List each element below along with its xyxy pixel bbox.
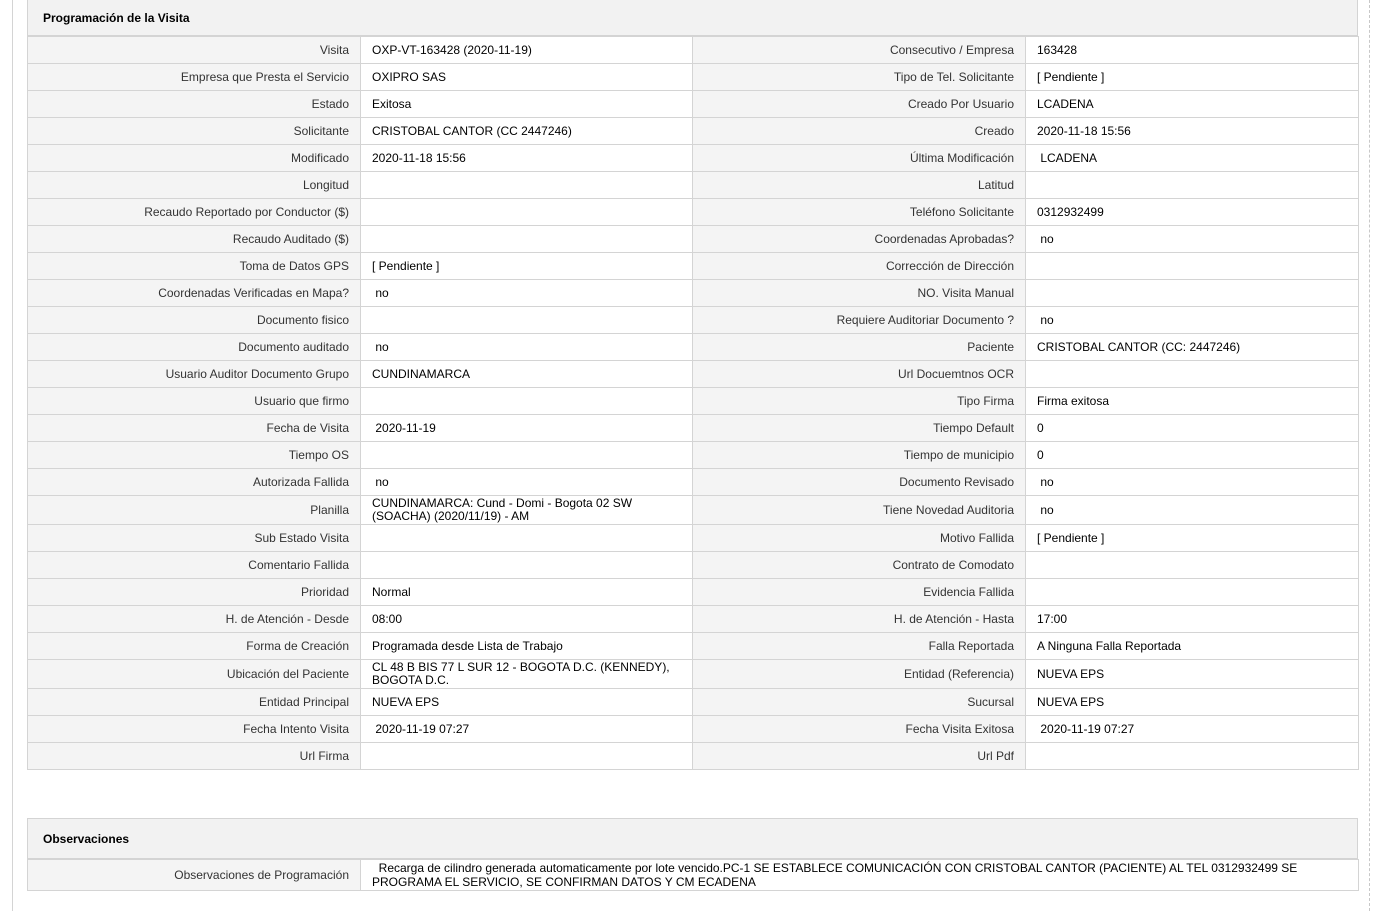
detail-row xyxy=(28,37,1359,64)
programacion-header: Programación de la Visita xyxy=(27,0,1358,36)
field-label: Sub Estado Visita xyxy=(28,525,361,552)
field-label: Url Pdf xyxy=(693,743,1026,770)
field-label: H. de Atención - Hasta xyxy=(693,606,1026,633)
field-value xyxy=(361,172,693,199)
field-label: Estado xyxy=(28,91,361,118)
observaciones-value: Recarga de cilindro generada automaticamente por lote vencido.PC-1 SE ESTABLECE COMUNICACIÓN CON CRISTOBAL CANTOR (PACIENTE) AL TEL 0312932499 SE PROGRAMA EL SERVICIO, SE CONFIRMAN DATOS Y CM ECADENA xyxy=(361,860,1359,891)
field-label: Tiempo de municipio xyxy=(693,442,1026,469)
field-label: Tiempo Default xyxy=(693,415,1026,442)
detail-row xyxy=(28,307,1359,334)
observaciones-row xyxy=(28,860,1359,891)
field-value: CL 48 B BIS 77 L SUR 12 - BOGOTA D.C. (KENNEDY), BOGOTA D.C. xyxy=(361,660,693,689)
field-label: Longitud xyxy=(28,172,361,199)
detail-row xyxy=(28,716,1359,743)
field-label: Recaudo Reportado por Conductor ($) xyxy=(28,199,361,226)
field-value: 17:00 xyxy=(1026,606,1359,633)
field-value: 2020-11-18 15:56 xyxy=(361,145,693,172)
field-value: no xyxy=(361,280,693,307)
detail-row xyxy=(28,388,1359,415)
field-value xyxy=(1026,361,1359,388)
field-value: LCADENA xyxy=(1026,91,1359,118)
detail-row xyxy=(28,660,1359,689)
field-label: Comentario Fallida xyxy=(28,552,361,579)
field-label: Fecha Intento Visita xyxy=(28,716,361,743)
field-label: Motivo Fallida xyxy=(693,525,1026,552)
detail-row xyxy=(28,361,1359,388)
field-label: Solicitante xyxy=(28,118,361,145)
field-label: Usuario que firmo xyxy=(28,388,361,415)
field-value: Exitosa xyxy=(361,91,693,118)
field-label: Evidencia Fallida xyxy=(693,579,1026,606)
field-value: 08:00 xyxy=(361,606,693,633)
field-label: Autorizada Fallida xyxy=(28,469,361,496)
field-value: 2020-11-19 07:27 xyxy=(1026,716,1359,743)
field-value: Normal xyxy=(361,579,693,606)
observaciones-label: Observaciones de Programación xyxy=(28,860,361,891)
field-label: Tiene Novedad Auditoria xyxy=(693,496,1026,525)
detail-row xyxy=(28,118,1359,145)
field-label: Última Modificación xyxy=(693,145,1026,172)
detail-row xyxy=(28,442,1359,469)
detail-row xyxy=(28,334,1359,361)
field-value: CRISTOBAL CANTOR (CC 2447246) xyxy=(361,118,693,145)
detail-row xyxy=(28,91,1359,118)
field-value: 0 xyxy=(1026,415,1359,442)
detail-row xyxy=(28,469,1359,496)
detail-row xyxy=(28,145,1359,172)
field-value xyxy=(361,388,693,415)
field-value: CUNDINAMARCA: Cund - Domi - Bogota 02 SW (SOACHA) (2020/11/19) - AM xyxy=(361,496,693,525)
field-value xyxy=(1026,253,1359,280)
detail-row xyxy=(28,496,1359,525)
field-label: Creado xyxy=(693,118,1026,145)
observaciones-table xyxy=(27,859,1359,891)
content-frame-left-border xyxy=(12,0,13,911)
field-value xyxy=(1026,579,1359,606)
field-label: Fecha Visita Exitosa xyxy=(693,716,1026,743)
field-label: Creado Por Usuario xyxy=(693,91,1026,118)
field-value: Programada desde Lista de Trabajo xyxy=(361,633,693,660)
field-label: Coordenadas Aprobadas? xyxy=(693,226,1026,253)
field-value xyxy=(361,307,693,334)
field-value xyxy=(1026,552,1359,579)
field-label: Documento auditado xyxy=(28,334,361,361)
detail-row xyxy=(28,525,1359,552)
field-label: Visita xyxy=(28,37,361,64)
field-value: CRISTOBAL CANTOR (CC: 2447246) xyxy=(1026,334,1359,361)
detail-row xyxy=(28,689,1359,716)
field-label: Teléfono Solicitante xyxy=(693,199,1026,226)
field-value: [ Pendiente ] xyxy=(1026,64,1359,91)
field-label: Ubicación del Paciente xyxy=(28,660,361,689)
field-label: Paciente xyxy=(693,334,1026,361)
field-value: NUEVA EPS xyxy=(361,689,693,716)
detail-row xyxy=(28,199,1359,226)
programacion-panel xyxy=(27,0,1358,770)
field-value xyxy=(1026,280,1359,307)
field-label: Prioridad xyxy=(28,579,361,606)
field-label: Tipo Firma xyxy=(693,388,1026,415)
field-value: no xyxy=(1026,307,1359,334)
field-value: Firma exitosa xyxy=(1026,388,1359,415)
field-value: NUEVA EPS xyxy=(1026,660,1359,689)
field-value: no xyxy=(1026,469,1359,496)
field-value: NUEVA EPS xyxy=(1026,689,1359,716)
field-value xyxy=(361,199,693,226)
field-label: Toma de Datos GPS xyxy=(28,253,361,280)
detail-row xyxy=(28,226,1359,253)
detail-row xyxy=(28,280,1359,307)
content-frame-right-border xyxy=(1369,0,1370,911)
field-value: no xyxy=(1026,496,1359,525)
field-label: Consecutivo / Empresa xyxy=(693,37,1026,64)
detail-row xyxy=(28,579,1359,606)
field-value xyxy=(361,743,693,770)
field-label: Documento fisico xyxy=(28,307,361,334)
field-label: Entidad Principal xyxy=(28,689,361,716)
field-value: [ Pendiente ] xyxy=(1026,525,1359,552)
detail-row xyxy=(28,552,1359,579)
field-value: CUNDINAMARCA xyxy=(361,361,693,388)
field-label: Requiere Auditoriar Documento ? xyxy=(693,307,1026,334)
field-label: Forma de Creación xyxy=(28,633,361,660)
field-label: Empresa que Presta el Servicio xyxy=(28,64,361,91)
detail-row xyxy=(28,633,1359,660)
field-label: Coordenadas Verificadas en Mapa? xyxy=(28,280,361,307)
field-value xyxy=(361,525,693,552)
detail-row xyxy=(28,253,1359,280)
field-value: 0312932499 xyxy=(1026,199,1359,226)
observaciones-header: Observaciones xyxy=(27,818,1358,859)
field-value xyxy=(1026,743,1359,770)
field-label: Documento Revisado xyxy=(693,469,1026,496)
detail-row xyxy=(28,606,1359,633)
field-value xyxy=(1026,172,1359,199)
field-label: Entidad (Referencia) xyxy=(693,660,1026,689)
field-label: Fecha de Visita xyxy=(28,415,361,442)
field-label: Planilla xyxy=(28,496,361,525)
field-label: Corrección de Dirección xyxy=(693,253,1026,280)
field-value: 2020-11-19 07:27 xyxy=(361,716,693,743)
field-label: Tipo de Tel. Solicitante xyxy=(693,64,1026,91)
field-value: no xyxy=(361,334,693,361)
field-label: Url Docuemtnos OCR xyxy=(693,361,1026,388)
field-value: OXP-VT-163428 (2020-11-19) xyxy=(361,37,693,64)
detail-row xyxy=(28,64,1359,91)
field-label: Contrato de Comodato xyxy=(693,552,1026,579)
field-value: 163428 xyxy=(1026,37,1359,64)
field-label: Usuario Auditor Documento Grupo xyxy=(28,361,361,388)
field-value xyxy=(361,442,693,469)
field-value: no xyxy=(361,469,693,496)
field-label: Url Firma xyxy=(28,743,361,770)
field-label: NO. Visita Manual xyxy=(693,280,1026,307)
field-value: LCADENA xyxy=(1026,145,1359,172)
field-value: 0 xyxy=(1026,442,1359,469)
programacion-table xyxy=(27,36,1359,770)
field-value: no xyxy=(1026,226,1359,253)
field-label: Modificado xyxy=(28,145,361,172)
field-label: Sucursal xyxy=(693,689,1026,716)
detail-row xyxy=(28,415,1359,442)
detail-row xyxy=(28,743,1359,770)
field-value: A Ninguna Falla Reportada xyxy=(1026,633,1359,660)
field-value: 2020-11-18 15:56 xyxy=(1026,118,1359,145)
observaciones-panel xyxy=(27,818,1358,891)
field-value: [ Pendiente ] xyxy=(361,253,693,280)
field-label: Recaudo Auditado ($) xyxy=(28,226,361,253)
field-value xyxy=(361,226,693,253)
field-label: Falla Reportada xyxy=(693,633,1026,660)
field-label: H. de Atención - Desde xyxy=(28,606,361,633)
detail-row xyxy=(28,172,1359,199)
field-value: OXIPRO SAS xyxy=(361,64,693,91)
field-label: Latitud xyxy=(693,172,1026,199)
field-value: 2020-11-19 xyxy=(361,415,693,442)
field-value xyxy=(361,552,693,579)
field-label: Tiempo OS xyxy=(28,442,361,469)
